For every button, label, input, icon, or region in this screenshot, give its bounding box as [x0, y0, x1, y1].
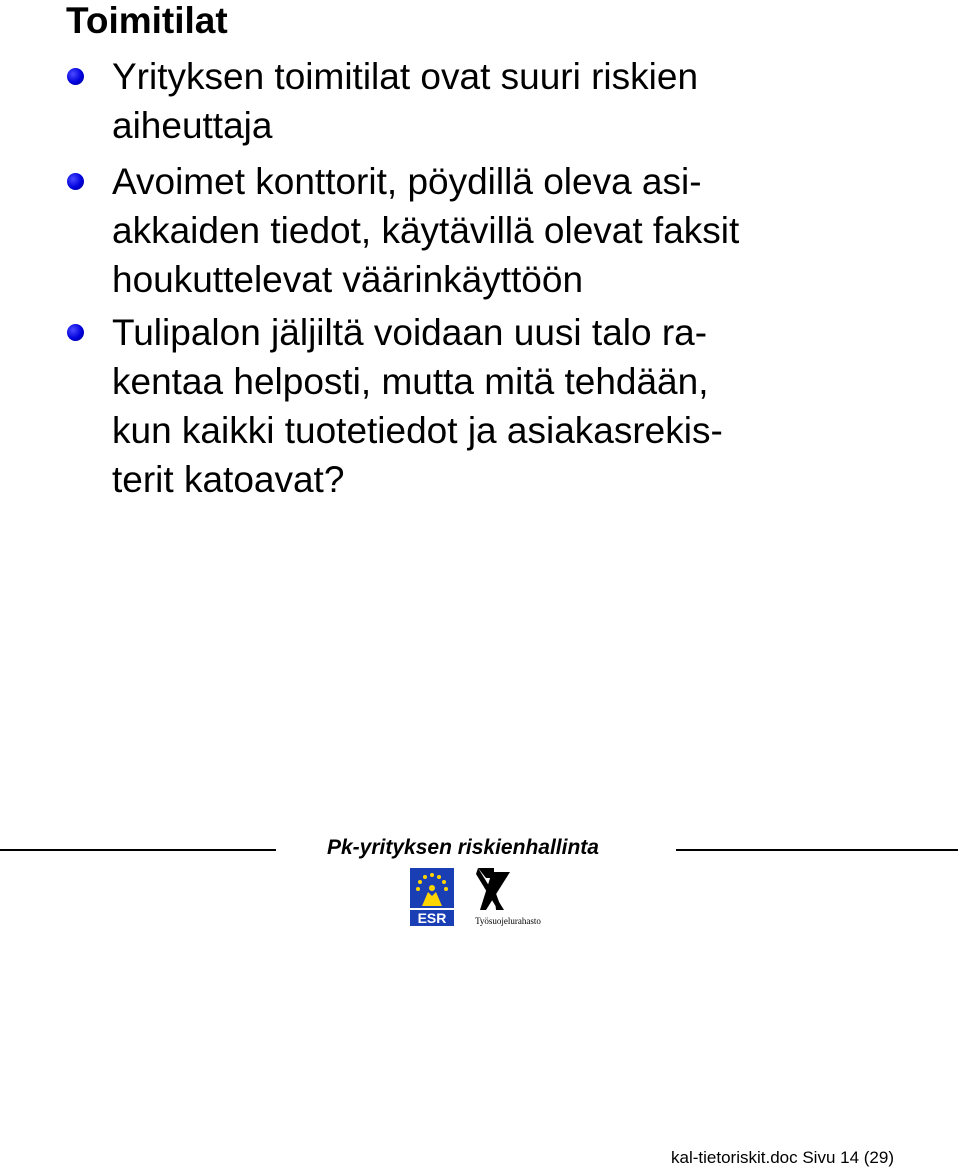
- bullet-line: houkuttelevat väärinkäyttöön: [112, 259, 584, 300]
- bullet-line: Tulipalon jäljiltä voidaan uusi talo ra-: [112, 312, 708, 353]
- sponsor-logos: [408, 866, 548, 930]
- bullet-line: kun kaikki tuotetiedot ja asiakasrekis-: [112, 410, 723, 451]
- bullet-line: Avoimet konttorit, pöydillä oleva asi-: [112, 161, 702, 202]
- bullet-line: terit katoavat?: [112, 459, 345, 500]
- footer-banner-title: Pk-yrityksen riskienhallinta: [327, 836, 599, 859]
- footer-banner: [0, 836, 960, 866]
- bullet-line: Yrityksen toimitilat ovat suuri riskien: [112, 56, 699, 97]
- bullet-item: [112, 157, 932, 304]
- bullet-line: kentaa helposti, mutta mitä tehdään,: [112, 361, 709, 402]
- footer-rule-right: [676, 849, 958, 851]
- tyosuojelurahasto-logo-icon: [464, 866, 548, 928]
- bullet-line: akkaiden tiedot, käytävillä olevat faksit: [112, 210, 740, 251]
- bullet-item: [112, 52, 932, 150]
- tyosuojelurahasto-logo-text: Työsuojelurahasto: [475, 916, 541, 926]
- bullet-dot-icon: [67, 173, 84, 190]
- bullet-item: [112, 308, 932, 504]
- esr-logo-text: ESR: [417, 910, 447, 926]
- footer-rule-left: [0, 849, 276, 851]
- page-footer-info: kal-tietoriskit.doc Sivu 14 (29): [671, 1148, 894, 1167]
- esr-logo-icon: [408, 866, 456, 928]
- bullet-dot-icon: [67, 68, 84, 85]
- bullet-dot-icon: [67, 324, 84, 341]
- page-title: Toimitilat: [66, 0, 228, 41]
- bullet-line: aiheuttaja: [112, 105, 273, 146]
